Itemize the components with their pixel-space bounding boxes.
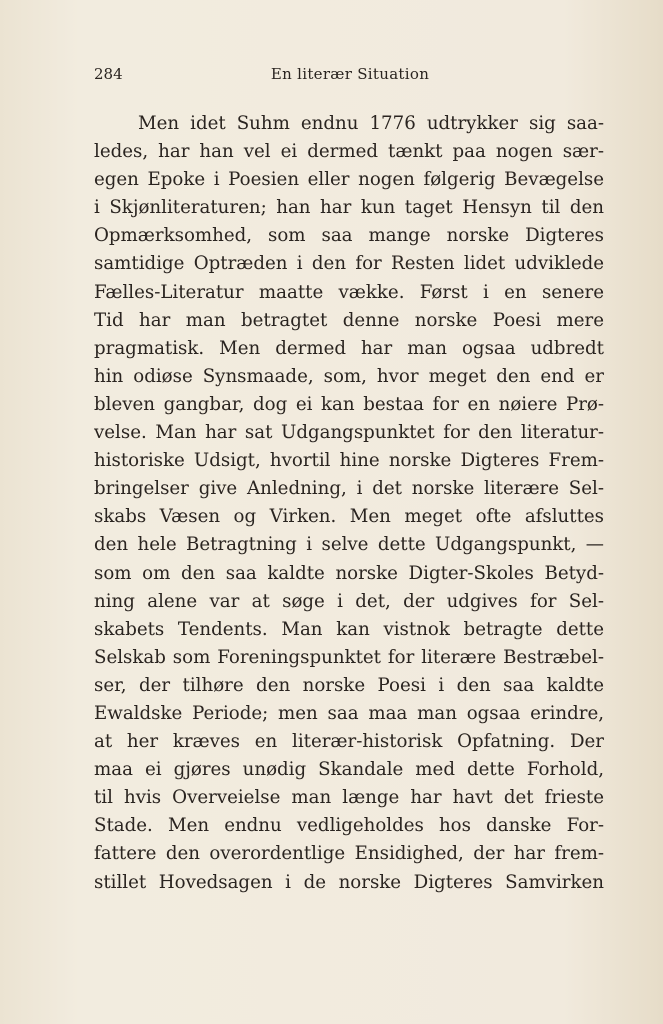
- text-line: skabets Tendents. Man kan vistnok betragte dette: [94, 618, 604, 640]
- text-line: ser, der tilhøre den norske Poesi i den saa kaldte: [94, 674, 604, 696]
- page-number: 284: [94, 65, 123, 83]
- text-line: Opmærksomhed, som saa mange norske Digteres: [94, 225, 604, 247]
- text-line: Men idet Suhm endnu 1776 udtrykker sig saa-: [138, 113, 604, 134]
- text-line: stillet Hovedsagen i de norske Digteres Samvirken: [94, 871, 604, 893]
- text-line: ledes, har han vel ei dermed tænkt paa nogen sær-: [94, 141, 604, 163]
- text-line: Stade. Men endnu vedligeholdes hos danske For-: [94, 815, 604, 837]
- text-line: at her kræves en literær-historisk Opfatning. Der: [94, 731, 604, 753]
- text-line: bleven gangbar, dog ei kan bestaa for en nøiere Prø-: [94, 393, 604, 415]
- text-line: historiske Udsigt, hvortil hine norske Digteres Frem-: [94, 450, 604, 472]
- text-line: samtidige Optræden i den for Resten lidet udviklede: [94, 253, 604, 275]
- text-line: den hele Betragtning i selve dette Udgangspunkt, —: [94, 534, 604, 556]
- text-line: maa ei gjøres unødig Skandale med dette Forhold,: [94, 759, 604, 781]
- text-line: Ewaldske Periode; men saa maa man ogsaa erindre,: [94, 702, 604, 724]
- text-line: fattere den overordentlige Ensidighed, der har frem-: [94, 843, 604, 865]
- running-title: En literær Situation: [270, 65, 430, 83]
- text-line: velse. Man har sat Udgangspunktet for den literatur-: [94, 422, 604, 444]
- text-line: Fælles-Literatur maatte vække. Først i en senere: [94, 281, 604, 303]
- text-line: hin odiøse Synsmaade, som, hvor meget den end er: [94, 365, 604, 387]
- text-line: Tid har man betragtet denne norske Poesi mere: [94, 309, 604, 331]
- text-line: bringelser give Anledning, i det norske literære Sel-: [94, 478, 604, 500]
- text-line: ning alene var at søge i det, der udgives for Sel-: [94, 590, 604, 612]
- page-header: [94, 64, 606, 84]
- text-line: egen Epoke i Poesien eller nogen følgerig Bevægelse: [94, 169, 604, 191]
- text-line: Selskab som Foreningspunktet for literære Bestræbel-: [94, 646, 604, 668]
- text-line: i Skjønliteraturen; han har kun taget Hensyn til den: [94, 197, 604, 219]
- body-text: [94, 110, 604, 897]
- text-line: pragmatisk. Men dermed har man ogsaa udbredt: [94, 337, 604, 359]
- text-line: som om den saa kaldte norske Digter-Skoles Betyd-: [94, 562, 604, 584]
- text-line: skabs Væsen og Virken. Men meget ofte afsluttes: [94, 506, 604, 528]
- text-line: til hvis Overveielse man længe har havt det frieste: [94, 787, 604, 809]
